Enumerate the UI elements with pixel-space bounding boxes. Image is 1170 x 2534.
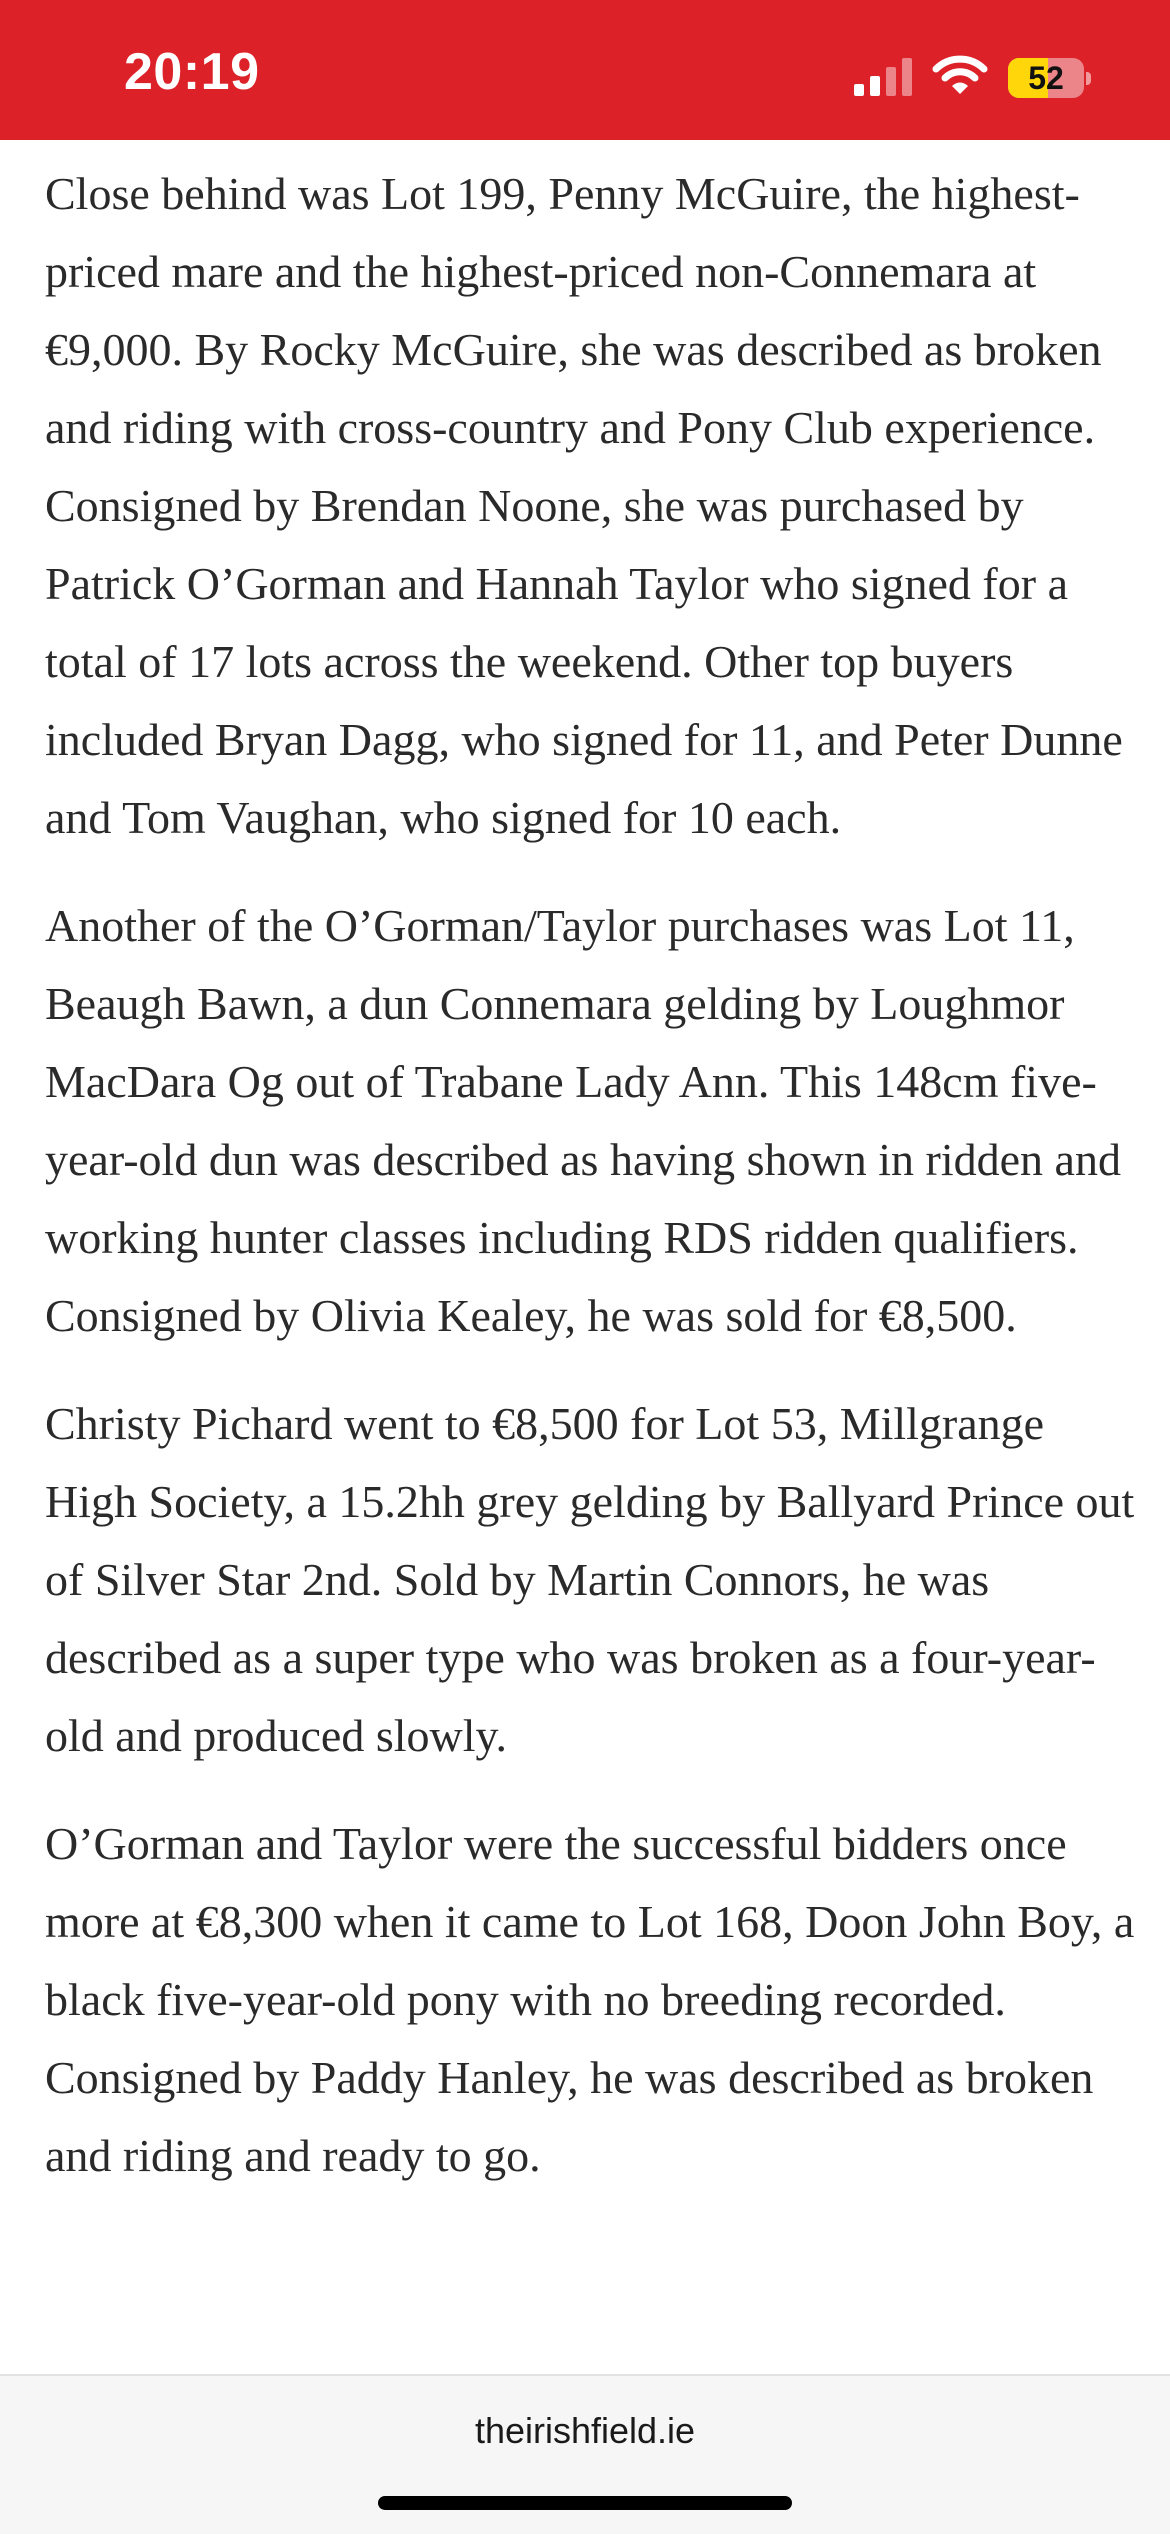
article-paragraph: Close behind was Lot 199, Penny McGuire, the highest-priced mare and the highest-priced non-Connemara at €9,000. By Rocky McGuire, she was described as broken and riding with cross-country and Pony Club experience. Consigned by Brendan Noone, she was purchased by Patrick O’Gorman and Hannah Taylor who signed for a total of 17 lots across the weekend. Other top buyers included Bryan Dagg, who signed for 11, and Peter Dunne and Tom Vaughan, who signed for 10 each. xyxy=(45,168,1123,843)
article-paragraph: O’Gorman and Taylor were the successful bidders once more at €8,300 when it came to Lot 168, Doon John Boy, a black five-year-old pony with no breeding recorded. Consigned by Paddy Hanley, he was described as broken and riding and ready to go. xyxy=(45,1818,1135,2181)
article-body xyxy=(45,140,1135,2225)
battery-icon xyxy=(1008,58,1088,98)
status-time: 20:19 xyxy=(124,43,260,101)
status-bar xyxy=(0,0,1170,140)
article-paragraph: Christy Pichard went to €8,500 for Lot 53, Millgrange High Society, a 15.2hh grey gelding by Ballyard Prince out of Silver Star 2nd. Sold by Martin Connors, he was described as a super type who was broken as a four-year-old and produced slowly. xyxy=(45,1398,1135,1761)
signal-icon xyxy=(852,56,914,96)
battery-percent: 52 xyxy=(1028,60,1064,96)
wifi-icon xyxy=(932,54,988,96)
battery-body xyxy=(1008,58,1084,98)
battery-cap xyxy=(1086,72,1091,85)
article-paragraph: Another of the O’Gorman/Taylor purchases was Lot 11, Beaugh Bawn, a dun Connemara gelding by Loughmor MacDara Og out of Trabane Lady Ann. This 148cm five-year-old dun was described as having shown in ridden and working hunter classes including RDS ridden qualifiers. Consigned by Olivia Kealey, he was sold for €8,500. xyxy=(45,900,1121,1341)
browser-address-bar[interactable] xyxy=(0,2374,1170,2534)
home-indicator[interactable] xyxy=(378,2496,792,2510)
site-domain[interactable]: theirishfield.ie xyxy=(474,2410,696,2451)
